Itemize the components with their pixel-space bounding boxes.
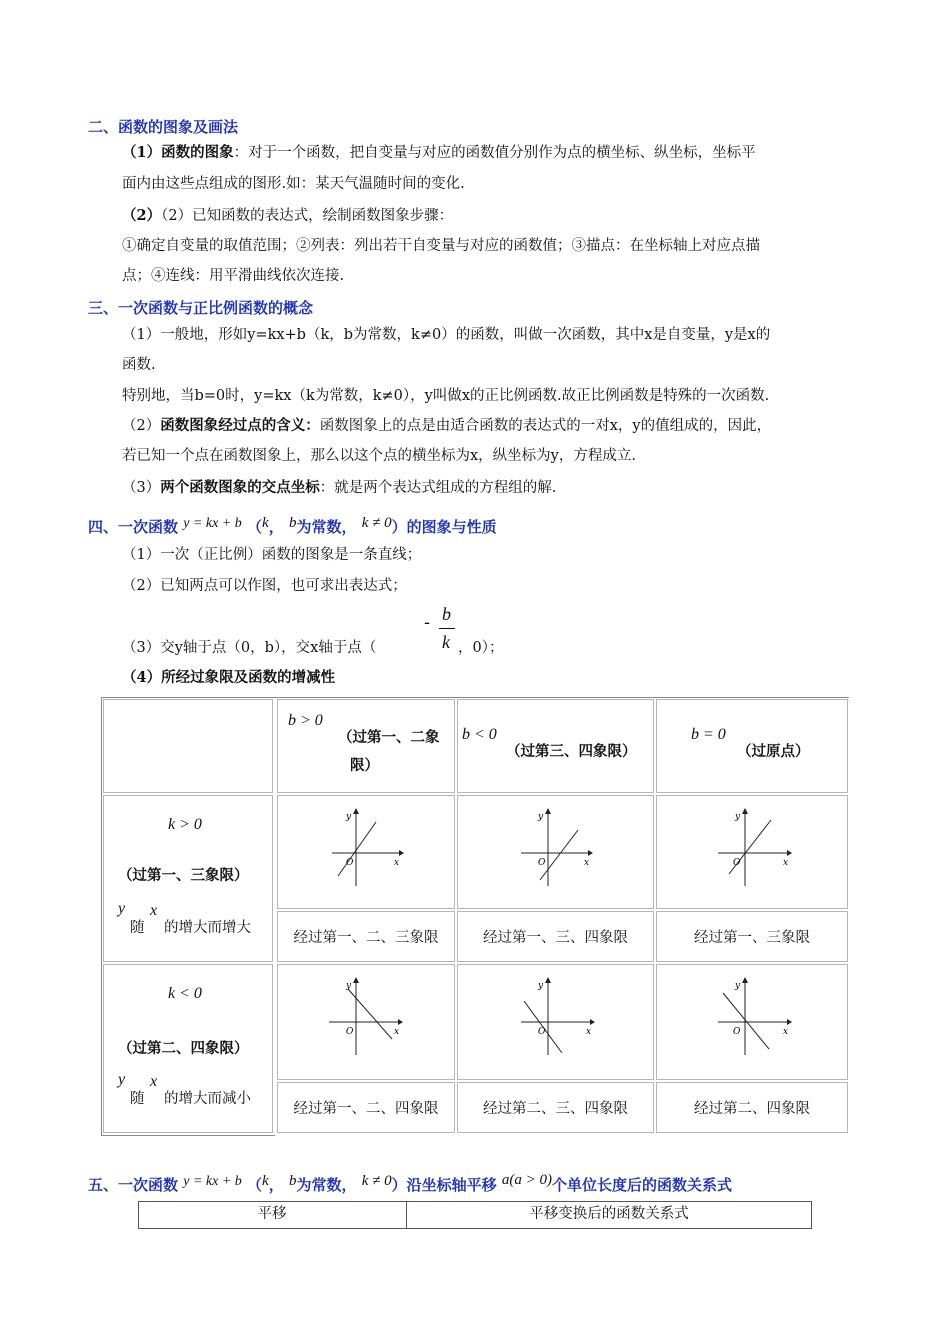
graph-k-pos-b-neg: [516, 808, 596, 888]
table-bottom-left-border: [101, 1135, 275, 1136]
header-b-positive-math: b > 0: [288, 712, 323, 729]
axis-origin-label: O: [733, 858, 741, 868]
s4-para-4: （4）所经过象限及函数的增减性: [122, 669, 336, 686]
header-b-zero: [656, 699, 848, 793]
header-b-negative-math: b < 0: [462, 726, 497, 743]
graph-k-neg-b-neg: [516, 977, 596, 1057]
s4-frac-num: b: [442, 604, 451, 624]
s4-para-1: （1）一次（正比例）函数的图象是一条直线；: [122, 547, 422, 563]
s4-title-k: k: [262, 515, 269, 531]
axis-x-label: x: [586, 1027, 592, 1037]
section-4-title: [88, 516, 497, 537]
row-k-positive-math: k > 0: [168, 816, 202, 833]
row-k-negative-tail: 的增大而减小: [164, 1091, 251, 1107]
section-3-title: 三、一次函数与正比例函数的概念: [88, 299, 314, 317]
section-5-title: [88, 1174, 732, 1195]
axis-origin-label: O: [346, 858, 354, 868]
graph-cell-k-pos-b-zero: [656, 795, 848, 909]
axis-x-label: x: [783, 1027, 789, 1037]
row-k-positive-label: [103, 795, 273, 962]
axis-origin-label: O: [346, 1027, 354, 1037]
s2-para-3b: 点；④连线：用平滑曲线依次连接.: [122, 268, 345, 284]
s5-title-b: b: [288, 1173, 297, 1189]
s5-title-paren: （: [247, 1176, 263, 1194]
header-b-positive-text: （过第一、二象: [338, 729, 440, 746]
row-k-negative-label: [103, 964, 273, 1133]
graph-cell-k-neg-b-pos: [277, 964, 455, 1080]
translation-col-2: 平移变换后的函数关系式: [529, 1206, 689, 1222]
desc-k-pos-b-pos-text: 经过第一、二、三象限: [293, 930, 439, 946]
s4-title-comma: ，: [268, 518, 284, 536]
s3-l6-pre: （3）: [122, 480, 161, 496]
row-k-negative-sui: 随: [130, 1091, 145, 1107]
s3-line-4: [122, 416, 771, 436]
s3-l4-bold: 函数图象经过点的含义：: [160, 417, 320, 434]
desc-k-neg-b-zero-text: 经过第二、四象限: [694, 1101, 810, 1117]
s5-title-comma: ，: [268, 1176, 284, 1194]
row-k-negative-text: （过第二、四象限）: [118, 1040, 249, 1057]
axis-y-label: y: [538, 812, 544, 822]
row-k-negative-math: k < 0: [168, 985, 202, 1002]
axis-x-label: x: [584, 858, 590, 868]
s4-para-3b: ，0）；: [458, 640, 504, 656]
header-b-negative-text: （过第三、四象限）: [506, 743, 637, 760]
s2-p1-label: （1）函数的图象: [122, 144, 234, 161]
graph-cell-k-pos-b-pos: [277, 795, 455, 909]
s5-title-const: 为常数，: [296, 1176, 357, 1194]
axis-origin-label: O: [538, 1027, 546, 1037]
graph-cell-k-neg-b-zero: [656, 964, 848, 1080]
desc-k-neg-b-pos-text: 经过第一、二、四象限: [293, 1101, 439, 1117]
s3-line-2: 函数.: [122, 357, 156, 373]
section-2-title: 二、函数的图象及画法: [88, 118, 239, 136]
desc-k-neg-b-neg: [457, 1082, 654, 1133]
s4-title-pre: 四、一次函数: [88, 518, 179, 536]
s4-title-b: b: [288, 515, 297, 531]
s3-line-5: 若已知一个点在函数图象上，那么以这个点的横坐标为x，纵坐标为y，方程成立.: [122, 448, 636, 464]
s4-title-const: 为常数，: [296, 518, 357, 536]
graph-cell-k-neg-b-neg: [457, 964, 654, 1080]
graph-cell-k-pos-b-neg: [457, 795, 654, 909]
s5-title-k: k: [262, 1173, 269, 1189]
axis-y-label: y: [346, 981, 352, 991]
row-k-negative-y: y: [118, 1071, 126, 1088]
desc-k-pos-b-zero-text: 经过第一、三象限: [694, 930, 810, 946]
desc-k-pos-b-zero: [656, 911, 848, 962]
s4-minus: -: [424, 612, 431, 633]
axis-origin-label: O: [733, 1027, 741, 1037]
row-k-positive-y: y: [118, 900, 126, 917]
s3-l4-pre: （2）: [122, 418, 161, 434]
s4-frac-den: k: [442, 632, 450, 652]
s4-frac-bar: [439, 628, 455, 629]
s2-para-1-cont: 面内由这些点组成的图形.如：某天气温随时间的变化.: [122, 176, 465, 192]
s4-title-post: ）的图象与性质: [391, 518, 497, 536]
desc-k-pos-b-pos: [277, 911, 455, 962]
header-b-zero-math: b = 0: [691, 726, 726, 743]
s4-title-cond: k ≠ 0: [361, 515, 392, 531]
s2-para-1: [122, 143, 756, 163]
axis-x-label: x: [394, 1027, 400, 1037]
s5-title-a: a(a > 0): [501, 1172, 552, 1188]
table-left-border: [101, 697, 102, 1135]
desc-k-pos-b-neg: [457, 911, 654, 962]
s3-l6-bold: 两个函数图象的交点坐标: [160, 479, 320, 496]
desc-k-neg-b-zero: [656, 1082, 848, 1133]
s3-l6-rest: ：就是两个表达式组成的方程组的解.: [319, 480, 557, 496]
desc-k-pos-b-neg-text: 经过第一、三、四象限: [483, 930, 628, 946]
table-top-border: [101, 697, 849, 698]
axis-x-label: x: [783, 858, 789, 868]
axis-y-label: y: [538, 981, 544, 991]
row-k-positive-tail: 的增大而增大: [164, 920, 251, 936]
s3-line-1: （1）一般地，形如y=kx+b（k，b为常数，k≠0）的函数，叫做一次函数，其中x是自变量，y是x的: [122, 327, 771, 343]
axis-y-label: y: [346, 812, 352, 822]
graph-k-pos-b-zero: [713, 808, 793, 888]
s4-para-2: （2）已知两点可以作图，也可求出表达式；: [122, 578, 407, 594]
row-k-positive-sui: 随: [130, 920, 145, 936]
s4-para-3a: （3）交y轴于点（0，b），交x轴于点（: [122, 640, 377, 656]
row-k-positive-x: x: [150, 902, 158, 919]
s3-l4-rest: 函数图象上的点是由适合函数的表达式的一对x，y的值组成的，因此，: [319, 418, 772, 434]
s3-line-3: 特别地，当b=0时，y=kx（k为常数，k≠0），y叫做x的正比例函数.故正比例函数是特殊的一次函数.: [122, 388, 770, 404]
s5-title-post: 个单位长度后的函数关系式: [551, 1176, 732, 1194]
header-b-negative: [457, 699, 654, 793]
header-b-positive: [277, 699, 455, 793]
s5-title-mid: ）沿坐标轴平移: [391, 1176, 497, 1194]
s5-title-cond: k ≠ 0: [361, 1173, 392, 1189]
graph-k-neg-b-pos: [324, 977, 404, 1057]
s5-title-equation: y = kx + b: [183, 1174, 242, 1189]
row-k-positive-text: （过第一、三象限）: [118, 867, 249, 884]
axis-y-label: y: [735, 812, 741, 822]
s4-title-paren: （: [247, 518, 263, 536]
s3-line-6: [122, 478, 556, 498]
s5-title-pre: 五、一次函数: [88, 1176, 179, 1194]
s2-p2-text: （2）已知函数的表达式，绘制函数图象步骤：: [161, 208, 454, 224]
desc-k-neg-b-neg-text: 经过第二、三、四象限: [483, 1101, 628, 1117]
header-empty-cell: [103, 699, 273, 793]
desc-k-neg-b-pos: [277, 1082, 455, 1133]
s2-para-3a: ①确定自变量的取值范围；②列表：列出若干自变量与对应的函数值；③描点：在坐标轴上对应点描: [122, 238, 760, 254]
axis-x-label: x: [394, 858, 400, 868]
axis-origin-label: O: [538, 858, 546, 868]
s4-title-equation: y = kx + b: [183, 516, 242, 531]
s2-para-2: （2）（2）已知函数的表达式，绘制函数图象步骤：: [122, 207, 454, 224]
header-b-positive-text2: 限）: [350, 757, 379, 774]
graph-k-pos-b-pos: [324, 808, 404, 888]
row-k-negative-x: x: [150, 1073, 158, 1090]
graph-k-neg-b-zero: [713, 977, 793, 1057]
translation-col-1: 平移: [257, 1206, 287, 1222]
header-b-zero-text: （过原点）: [737, 743, 810, 760]
axis-y-label: y: [735, 981, 741, 991]
s2-p1-text: ：对于一个函数，把自变量与对应的函数值分别作为点的横坐标、纵坐标，坐标平: [233, 145, 756, 161]
